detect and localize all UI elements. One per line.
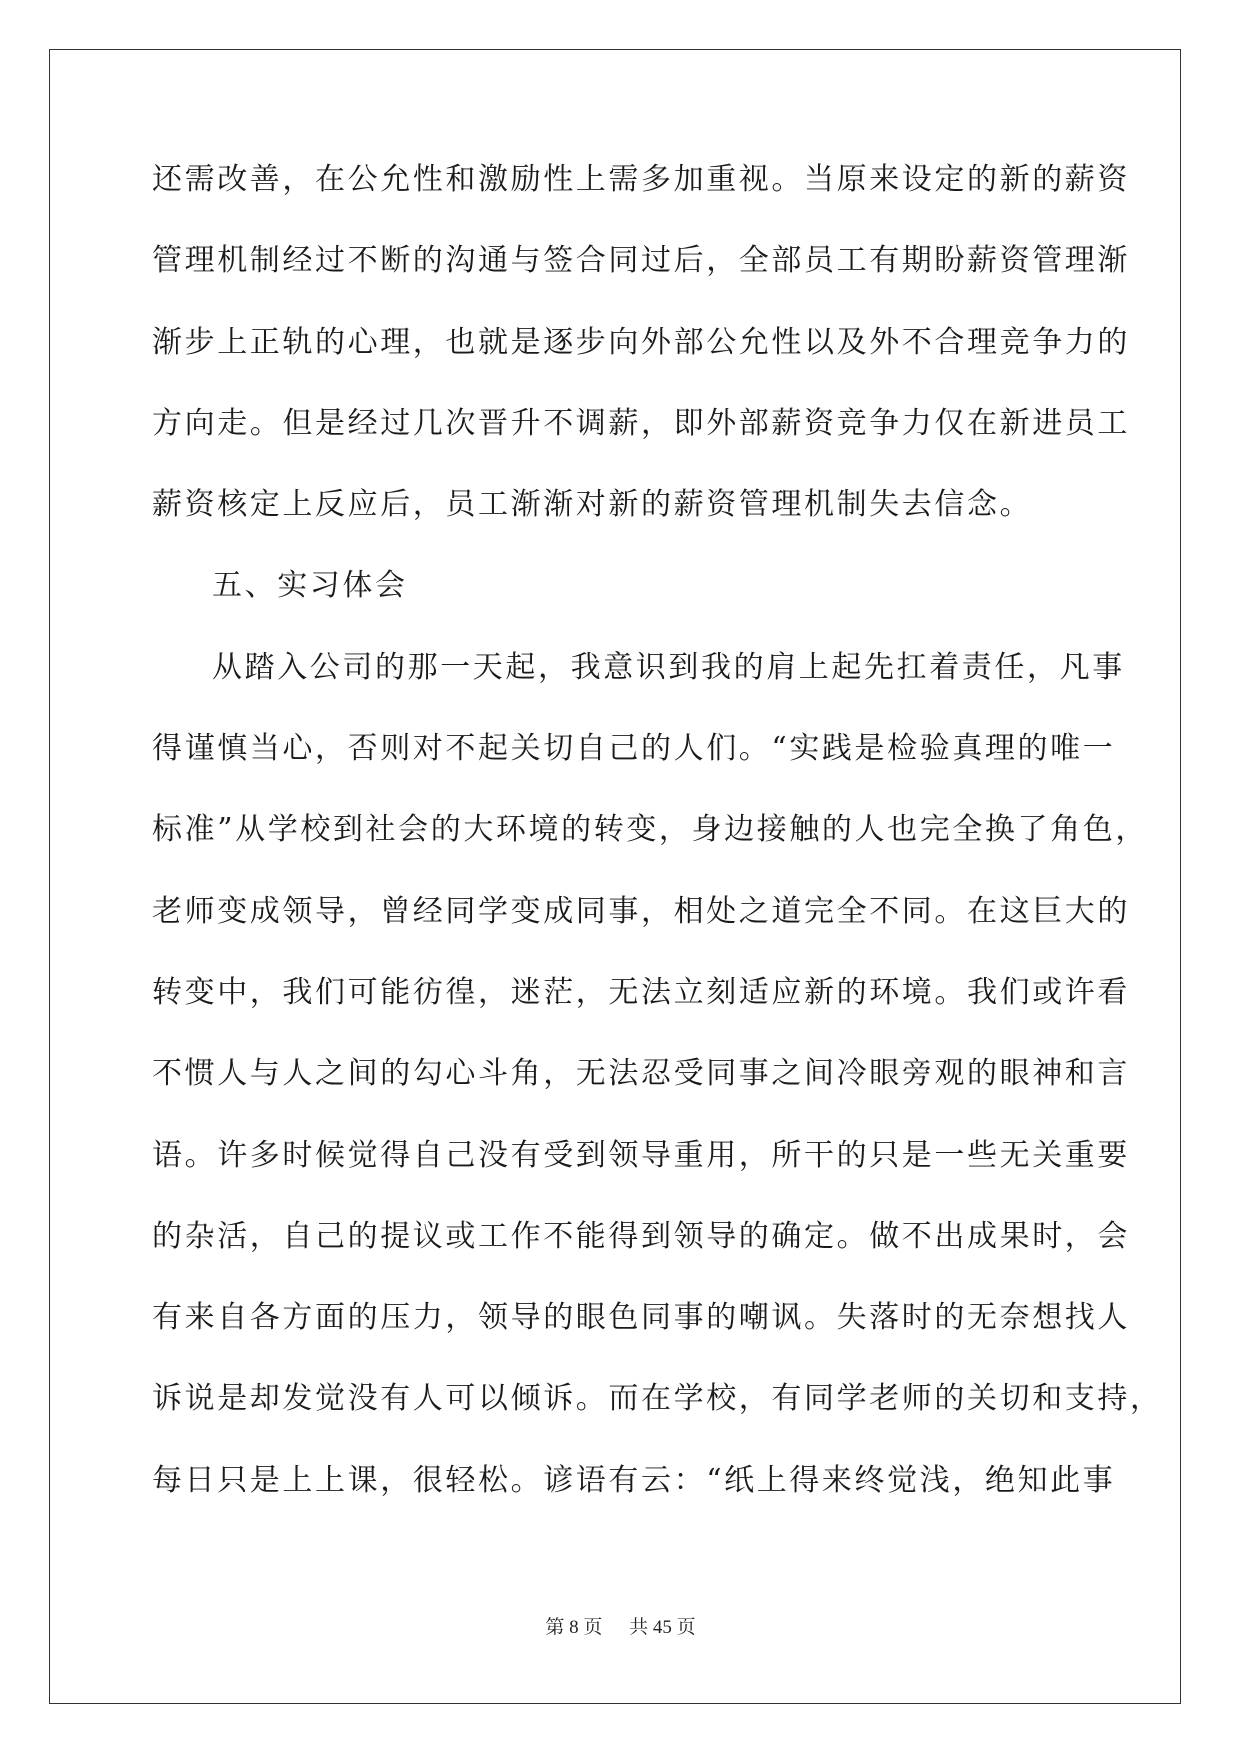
text-line: 诉说是却发觉没有人可以倾诉。而在学校，有同学老师的关切和支持， (152, 1381, 1163, 1417)
text-line: 管理机制经过不断的沟通与签合同过后，全部员工有期盼薪资管理渐 (152, 243, 1130, 279)
text-line: 不惯人与人之间的勾心斗角，无法忍受同事之间冷眼旁观的眼神和言 (152, 1056, 1130, 1092)
text-line: 老师变成领导，曾经同学变成同事，相处之道完全不同。在这巨大的 (152, 893, 1130, 929)
text-line: 的杂活，自己的提议或工作不能得到领导的确定。做不出成果时，会 (152, 1218, 1130, 1254)
text-line: 有来自各方面的压力，领导的眼色同事的嘲讽。失落时的无奈想找人 (152, 1300, 1130, 1336)
text-line: 得谨慎当心，否则对不起关切自己的人们。“实践是检验真理的唯一 (152, 731, 1116, 767)
text-line: 方向走。但是经过几次晋升不调薪，即外部薪资竞争力仅在新进员工 (152, 405, 1130, 441)
page-number: 第 8 页 (545, 1617, 603, 1638)
page-total: 共 45 页 (629, 1617, 696, 1638)
page-footer (0, 1612, 1241, 1639)
text-line: 渐步上正轨的心理，也就是逐步向外部公允性以及外不合理竞争力的 (152, 324, 1130, 360)
section-heading: 五、实习体会 (212, 568, 408, 604)
document-body (152, 160, 1163, 1542)
text-line: 转变中，我们可能彷徨，迷茫，无法立刻适应新的环境。我们或许看 (152, 974, 1130, 1010)
text-line: 每日只是上上课，很轻松。谚语有云：“纸上得来终觉浅，绝知此事 (152, 1462, 1116, 1498)
text-line: 薪资核定上反应后，员工渐渐对新的薪资管理机制失去信念。 (152, 487, 1033, 523)
paragraph-first-line: 从踏入公司的那一天起，我意识到我的肩上起先扛着责任，凡事 (212, 649, 1125, 685)
text-line: 语。许多时候觉得自己没有受到领导重用，所干的只是一些无关重要 (152, 1137, 1130, 1173)
text-line: 标准”从学校到社会的大环境的转变，身边接触的人也完全换了角色， (152, 812, 1148, 848)
text-line: 还需改善，在公允性和激励性上需多加重视。当原来设定的新的薪资 (152, 162, 1130, 197)
